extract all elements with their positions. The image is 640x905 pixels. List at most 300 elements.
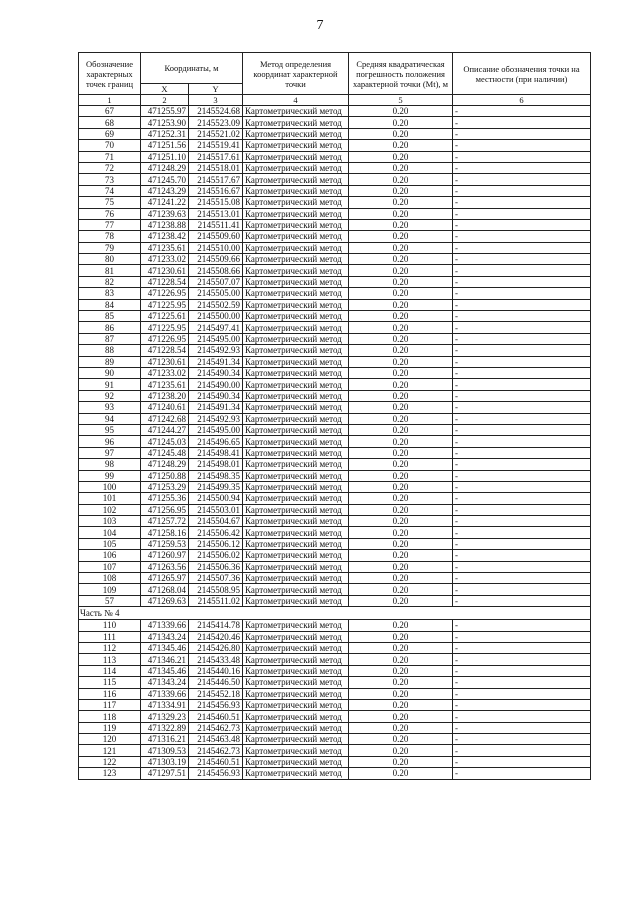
method-cell: Картометрический метод xyxy=(243,390,349,401)
y-coordinate-cell: 2145440.16 xyxy=(189,665,243,676)
error-cell: 0.20 xyxy=(349,561,453,572)
y-coordinate-cell: 2145420.46 xyxy=(189,631,243,642)
method-cell: Картометрический метод xyxy=(243,379,349,390)
section-label: Часть № 4 xyxy=(79,607,591,620)
y-coordinate-cell: 2145456.93 xyxy=(189,699,243,710)
y-coordinate-cell: 2145509.66 xyxy=(189,254,243,265)
method-cell: Картометрический метод xyxy=(243,242,349,253)
error-cell: 0.20 xyxy=(349,219,453,230)
point-id-cell: 85 xyxy=(79,311,141,322)
description-cell: - xyxy=(453,140,591,151)
point-id-cell: 114 xyxy=(79,665,141,676)
x-coordinate-cell: 471339.66 xyxy=(141,688,189,699)
error-cell: 0.20 xyxy=(349,197,453,208)
y-coordinate-cell: 2145506.12 xyxy=(189,538,243,549)
error-cell: 0.20 xyxy=(349,322,453,333)
point-id-cell: 74 xyxy=(79,185,141,196)
description-cell: - xyxy=(453,185,591,196)
y-coordinate-cell: 2145513.01 xyxy=(189,208,243,219)
y-coordinate-cell: 2145507.07 xyxy=(189,276,243,287)
y-coordinate-cell: 2145523.09 xyxy=(189,117,243,128)
point-id-cell: 79 xyxy=(79,242,141,253)
method-cell: Картометрический метод xyxy=(243,185,349,196)
point-id-cell: 90 xyxy=(79,367,141,378)
method-cell: Картометрический метод xyxy=(243,424,349,435)
description-cell: - xyxy=(453,106,591,117)
y-coordinate-cell: 2145463.48 xyxy=(189,734,243,745)
table-row xyxy=(79,470,591,481)
header-error: Средняя квадратическая погрешность положения характерной точки (Mt), м xyxy=(349,53,453,95)
col-number-2: 2 xyxy=(141,95,189,106)
method-cell: Картометрический метод xyxy=(243,322,349,333)
description-cell: - xyxy=(453,265,591,276)
method-cell: Картометрический метод xyxy=(243,538,349,549)
table-row xyxy=(79,573,591,584)
y-coordinate-cell: 2145491.34 xyxy=(189,356,243,367)
table-row xyxy=(79,745,591,756)
x-coordinate-cell: 471233.02 xyxy=(141,254,189,265)
header-point-designation: Обозначение характерных точек границ xyxy=(79,53,141,95)
error-cell: 0.20 xyxy=(349,768,453,779)
x-coordinate-cell: 471248.29 xyxy=(141,459,189,470)
description-cell: - xyxy=(453,345,591,356)
point-id-cell: 95 xyxy=(79,424,141,435)
table-row xyxy=(79,106,591,117)
description-cell: - xyxy=(453,162,591,173)
header-x: X xyxy=(141,84,189,95)
col-number-1: 1 xyxy=(79,95,141,106)
method-cell: Картометрический метод xyxy=(243,699,349,710)
x-coordinate-cell: 471339.66 xyxy=(141,620,189,631)
method-cell: Картометрический метод xyxy=(243,595,349,606)
y-coordinate-cell: 2145460.51 xyxy=(189,756,243,767)
method-cell: Картометрический метод xyxy=(243,106,349,117)
description-cell: - xyxy=(453,151,591,162)
point-id-cell: 103 xyxy=(79,516,141,527)
description-cell: - xyxy=(453,756,591,767)
description-cell: - xyxy=(453,311,591,322)
table-row xyxy=(79,413,591,424)
error-cell: 0.20 xyxy=(349,504,453,515)
description-cell: - xyxy=(453,402,591,413)
description-cell: - xyxy=(453,538,591,549)
y-coordinate-cell: 2145500.00 xyxy=(189,311,243,322)
x-coordinate-cell: 471345.46 xyxy=(141,642,189,653)
method-cell: Картометрический метод xyxy=(243,722,349,733)
point-id-cell: 106 xyxy=(79,550,141,561)
header-y: Y xyxy=(189,84,243,95)
error-cell: 0.20 xyxy=(349,424,453,435)
error-cell: 0.20 xyxy=(349,654,453,665)
error-cell: 0.20 xyxy=(349,288,453,299)
error-cell: 0.20 xyxy=(349,550,453,561)
point-id-cell: 69 xyxy=(79,128,141,139)
point-id-cell: 92 xyxy=(79,390,141,401)
method-cell: Картометрический метод xyxy=(243,151,349,162)
point-id-cell: 119 xyxy=(79,722,141,733)
method-cell: Картометрический метод xyxy=(243,447,349,458)
method-cell: Картометрический метод xyxy=(243,345,349,356)
point-id-cell: 75 xyxy=(79,197,141,208)
col-number-5: 5 xyxy=(349,95,453,106)
error-cell: 0.20 xyxy=(349,128,453,139)
method-cell: Картометрический метод xyxy=(243,288,349,299)
x-coordinate-cell: 471252.31 xyxy=(141,128,189,139)
y-coordinate-cell: 2145462.73 xyxy=(189,722,243,733)
method-cell: Картометрический метод xyxy=(243,493,349,504)
table-row xyxy=(79,254,591,265)
table-row xyxy=(79,128,591,139)
method-cell: Картометрический метод xyxy=(243,276,349,287)
x-coordinate-cell: 471235.61 xyxy=(141,379,189,390)
error-cell: 0.20 xyxy=(349,527,453,538)
table-body-part-3 xyxy=(79,106,591,607)
error-cell: 0.20 xyxy=(349,436,453,447)
table-row xyxy=(79,162,591,173)
description-cell: - xyxy=(453,379,591,390)
method-cell: Картометрический метод xyxy=(243,756,349,767)
x-coordinate-cell: 471345.46 xyxy=(141,665,189,676)
method-cell: Картометрический метод xyxy=(243,402,349,413)
point-id-cell: 117 xyxy=(79,699,141,710)
y-coordinate-cell: 2145506.42 xyxy=(189,527,243,538)
point-id-cell: 71 xyxy=(79,151,141,162)
point-id-cell: 120 xyxy=(79,734,141,745)
point-id-cell: 68 xyxy=(79,117,141,128)
method-cell: Картометрический метод xyxy=(243,459,349,470)
description-cell: - xyxy=(453,584,591,595)
table-row xyxy=(79,117,591,128)
x-coordinate-cell: 471297.51 xyxy=(141,768,189,779)
x-coordinate-cell: 471256.95 xyxy=(141,504,189,515)
table-row xyxy=(79,654,591,665)
table-row xyxy=(79,333,591,344)
y-coordinate-cell: 2145504.67 xyxy=(189,516,243,527)
coordinates-table xyxy=(78,52,591,780)
x-coordinate-cell: 471322.89 xyxy=(141,722,189,733)
error-cell: 0.20 xyxy=(349,231,453,242)
error-cell: 0.20 xyxy=(349,367,453,378)
method-cell: Картометрический метод xyxy=(243,527,349,538)
table-row xyxy=(79,768,591,779)
table-row xyxy=(79,436,591,447)
point-id-cell: 81 xyxy=(79,265,141,276)
error-cell: 0.20 xyxy=(349,254,453,265)
col-number-3: 3 xyxy=(189,95,243,106)
error-cell: 0.20 xyxy=(349,333,453,344)
error-cell: 0.20 xyxy=(349,699,453,710)
y-coordinate-cell: 2145517.61 xyxy=(189,151,243,162)
point-id-cell: 80 xyxy=(79,254,141,265)
method-cell: Картометрический метод xyxy=(243,311,349,322)
method-cell: Картометрический метод xyxy=(243,745,349,756)
x-coordinate-cell: 471228.54 xyxy=(141,345,189,356)
table-row xyxy=(79,208,591,219)
table-row xyxy=(79,631,591,642)
table-row xyxy=(79,276,591,287)
x-coordinate-cell: 471225.95 xyxy=(141,322,189,333)
description-cell: - xyxy=(453,620,591,631)
table-row xyxy=(79,516,591,527)
x-coordinate-cell: 471235.61 xyxy=(141,242,189,253)
table-row xyxy=(79,711,591,722)
error-cell: 0.20 xyxy=(349,688,453,699)
y-coordinate-cell: 2145462.73 xyxy=(189,745,243,756)
y-coordinate-cell: 2145508.66 xyxy=(189,265,243,276)
method-cell: Картометрический метод xyxy=(243,573,349,584)
y-coordinate-cell: 2145495.00 xyxy=(189,333,243,344)
method-cell: Картометрический метод xyxy=(243,117,349,128)
x-coordinate-cell: 471255.36 xyxy=(141,493,189,504)
x-coordinate-cell: 471343.24 xyxy=(141,631,189,642)
x-coordinate-cell: 471241.22 xyxy=(141,197,189,208)
method-cell: Картометрический метод xyxy=(243,654,349,665)
table-row xyxy=(79,447,591,458)
y-coordinate-cell: 2145511.02 xyxy=(189,595,243,606)
x-coordinate-cell: 471244.27 xyxy=(141,424,189,435)
point-id-cell: 57 xyxy=(79,595,141,606)
method-cell: Картометрический метод xyxy=(243,677,349,688)
error-cell: 0.20 xyxy=(349,265,453,276)
error-cell: 0.20 xyxy=(349,379,453,390)
x-coordinate-cell: 471243.29 xyxy=(141,185,189,196)
description-cell: - xyxy=(453,665,591,676)
x-coordinate-cell: 471303.19 xyxy=(141,756,189,767)
method-cell: Картометрический метод xyxy=(243,768,349,779)
error-cell: 0.20 xyxy=(349,711,453,722)
method-cell: Картометрический метод xyxy=(243,413,349,424)
point-id-cell: 72 xyxy=(79,162,141,173)
table-row xyxy=(79,504,591,515)
method-cell: Картометрический метод xyxy=(243,219,349,230)
x-coordinate-cell: 471228.54 xyxy=(141,276,189,287)
table-row xyxy=(79,481,591,492)
error-cell: 0.20 xyxy=(349,276,453,287)
table-row xyxy=(79,538,591,549)
description-cell: - xyxy=(453,197,591,208)
point-id-cell: 89 xyxy=(79,356,141,367)
point-id-cell: 121 xyxy=(79,745,141,756)
method-cell: Картометрический метод xyxy=(243,299,349,310)
x-coordinate-cell: 471230.61 xyxy=(141,265,189,276)
error-cell: 0.20 xyxy=(349,242,453,253)
x-coordinate-cell: 471263.56 xyxy=(141,561,189,572)
y-coordinate-cell: 2145490.34 xyxy=(189,367,243,378)
table-row xyxy=(79,219,591,230)
description-cell: - xyxy=(453,504,591,515)
table-row xyxy=(79,185,591,196)
table-row xyxy=(79,584,591,595)
point-id-cell: 87 xyxy=(79,333,141,344)
error-cell: 0.20 xyxy=(349,595,453,606)
x-coordinate-cell: 471250.88 xyxy=(141,470,189,481)
point-id-cell: 97 xyxy=(79,447,141,458)
table-row xyxy=(79,734,591,745)
x-coordinate-cell: 471245.48 xyxy=(141,447,189,458)
y-coordinate-cell: 2145515.08 xyxy=(189,197,243,208)
x-coordinate-cell: 471230.61 xyxy=(141,356,189,367)
x-coordinate-cell: 471226.95 xyxy=(141,333,189,344)
table-row xyxy=(79,527,591,538)
description-cell: - xyxy=(453,447,591,458)
table-row xyxy=(79,140,591,151)
method-cell: Картометрический метод xyxy=(243,584,349,595)
point-id-cell: 91 xyxy=(79,379,141,390)
description-cell: - xyxy=(453,436,591,447)
description-cell: - xyxy=(453,688,591,699)
table-row xyxy=(79,174,591,185)
x-coordinate-cell: 471309.53 xyxy=(141,745,189,756)
error-cell: 0.20 xyxy=(349,481,453,492)
table-body-part-4 xyxy=(79,620,591,779)
method-cell: Картометрический метод xyxy=(243,231,349,242)
description-cell: - xyxy=(453,356,591,367)
point-id-cell: 100 xyxy=(79,481,141,492)
method-cell: Картометрический метод xyxy=(243,688,349,699)
point-id-cell: 70 xyxy=(79,140,141,151)
point-id-cell: 105 xyxy=(79,538,141,549)
error-cell: 0.20 xyxy=(349,677,453,688)
error-cell: 0.20 xyxy=(349,734,453,745)
x-coordinate-cell: 471316.21 xyxy=(141,734,189,745)
error-cell: 0.20 xyxy=(349,447,453,458)
point-id-cell: 93 xyxy=(79,402,141,413)
point-id-cell: 115 xyxy=(79,677,141,688)
method-cell: Картометрический метод xyxy=(243,436,349,447)
x-coordinate-cell: 471251.56 xyxy=(141,140,189,151)
y-coordinate-cell: 2145506.02 xyxy=(189,550,243,561)
description-cell: - xyxy=(453,699,591,710)
error-cell: 0.20 xyxy=(349,620,453,631)
description-cell: - xyxy=(453,117,591,128)
description-cell: - xyxy=(453,654,591,665)
y-coordinate-cell: 2145498.01 xyxy=(189,459,243,470)
y-coordinate-cell: 2145497.41 xyxy=(189,322,243,333)
y-coordinate-cell: 2145491.34 xyxy=(189,402,243,413)
method-cell: Картометрический метод xyxy=(243,174,349,185)
description-cell: - xyxy=(453,516,591,527)
point-id-cell: 82 xyxy=(79,276,141,287)
x-coordinate-cell: 471329.23 xyxy=(141,711,189,722)
point-id-cell: 118 xyxy=(79,711,141,722)
y-coordinate-cell: 2145500.94 xyxy=(189,493,243,504)
x-coordinate-cell: 471346.21 xyxy=(141,654,189,665)
y-coordinate-cell: 2145524.68 xyxy=(189,106,243,117)
table-row xyxy=(79,688,591,699)
x-coordinate-cell: 471258.16 xyxy=(141,527,189,538)
description-cell: - xyxy=(453,768,591,779)
error-cell: 0.20 xyxy=(349,756,453,767)
y-coordinate-cell: 2145452.18 xyxy=(189,688,243,699)
table-row xyxy=(79,356,591,367)
table-row xyxy=(79,265,591,276)
error-cell: 0.20 xyxy=(349,665,453,676)
y-coordinate-cell: 2145505.00 xyxy=(189,288,243,299)
description-cell: - xyxy=(453,470,591,481)
section-header xyxy=(79,607,591,620)
description-cell: - xyxy=(453,527,591,538)
header-method: Метод определения координат характерной точки xyxy=(243,53,349,95)
x-coordinate-cell: 471255.97 xyxy=(141,106,189,117)
description-cell: - xyxy=(453,677,591,688)
header-description: Описание обозначения точки на местности (при наличии) xyxy=(453,53,591,95)
description-cell: - xyxy=(453,174,591,185)
method-cell: Картометрический метод xyxy=(243,504,349,515)
error-cell: 0.20 xyxy=(349,390,453,401)
error-cell: 0.20 xyxy=(349,106,453,117)
point-id-cell: 73 xyxy=(79,174,141,185)
table-row xyxy=(79,493,591,504)
x-coordinate-cell: 471245.70 xyxy=(141,174,189,185)
y-coordinate-cell: 2145456.93 xyxy=(189,768,243,779)
table-row xyxy=(79,595,591,606)
x-coordinate-cell: 471260.97 xyxy=(141,550,189,561)
error-cell: 0.20 xyxy=(349,208,453,219)
error-cell: 0.20 xyxy=(349,311,453,322)
point-id-cell: 67 xyxy=(79,106,141,117)
x-coordinate-cell: 471226.95 xyxy=(141,288,189,299)
x-coordinate-cell: 471343.24 xyxy=(141,677,189,688)
point-id-cell: 122 xyxy=(79,756,141,767)
y-coordinate-cell: 2145517.67 xyxy=(189,174,243,185)
error-cell: 0.20 xyxy=(349,584,453,595)
description-cell: - xyxy=(453,631,591,642)
table-row xyxy=(79,459,591,470)
table-row xyxy=(79,424,591,435)
description-cell: - xyxy=(453,595,591,606)
method-cell: Картометрический метод xyxy=(243,631,349,642)
y-coordinate-cell: 2145516.67 xyxy=(189,185,243,196)
description-cell: - xyxy=(453,322,591,333)
method-cell: Картометрический метод xyxy=(243,734,349,745)
error-cell: 0.20 xyxy=(349,413,453,424)
x-coordinate-cell: 471334.91 xyxy=(141,699,189,710)
table-row xyxy=(79,699,591,710)
table-row xyxy=(79,722,591,733)
error-cell: 0.20 xyxy=(349,174,453,185)
x-coordinate-cell: 471240.61 xyxy=(141,402,189,413)
method-cell: Картометрический метод xyxy=(243,550,349,561)
x-coordinate-cell: 471239.63 xyxy=(141,208,189,219)
method-cell: Картометрический метод xyxy=(243,356,349,367)
x-coordinate-cell: 471238.42 xyxy=(141,231,189,242)
y-coordinate-cell: 2145490.34 xyxy=(189,390,243,401)
x-coordinate-cell: 471259.53 xyxy=(141,538,189,549)
description-cell: - xyxy=(453,367,591,378)
table-row xyxy=(79,550,591,561)
description-cell: - xyxy=(453,561,591,572)
y-coordinate-cell: 2145492.93 xyxy=(189,345,243,356)
method-cell: Картометрический метод xyxy=(243,197,349,208)
y-coordinate-cell: 2145511.41 xyxy=(189,219,243,230)
table-row xyxy=(79,367,591,378)
y-coordinate-cell: 2145433.48 xyxy=(189,654,243,665)
y-coordinate-cell: 2145498.41 xyxy=(189,447,243,458)
point-id-cell: 113 xyxy=(79,654,141,665)
description-cell: - xyxy=(453,219,591,230)
y-coordinate-cell: 2145498.35 xyxy=(189,470,243,481)
table-row xyxy=(79,756,591,767)
table-row xyxy=(79,242,591,253)
table-row xyxy=(79,299,591,310)
table-row xyxy=(79,665,591,676)
method-cell: Картометрический метод xyxy=(243,208,349,219)
method-cell: Картометрический метод xyxy=(243,481,349,492)
x-coordinate-cell: 471251.10 xyxy=(141,151,189,162)
y-coordinate-cell: 2145519.41 xyxy=(189,140,243,151)
method-cell: Картометрический метод xyxy=(243,367,349,378)
description-cell: - xyxy=(453,128,591,139)
